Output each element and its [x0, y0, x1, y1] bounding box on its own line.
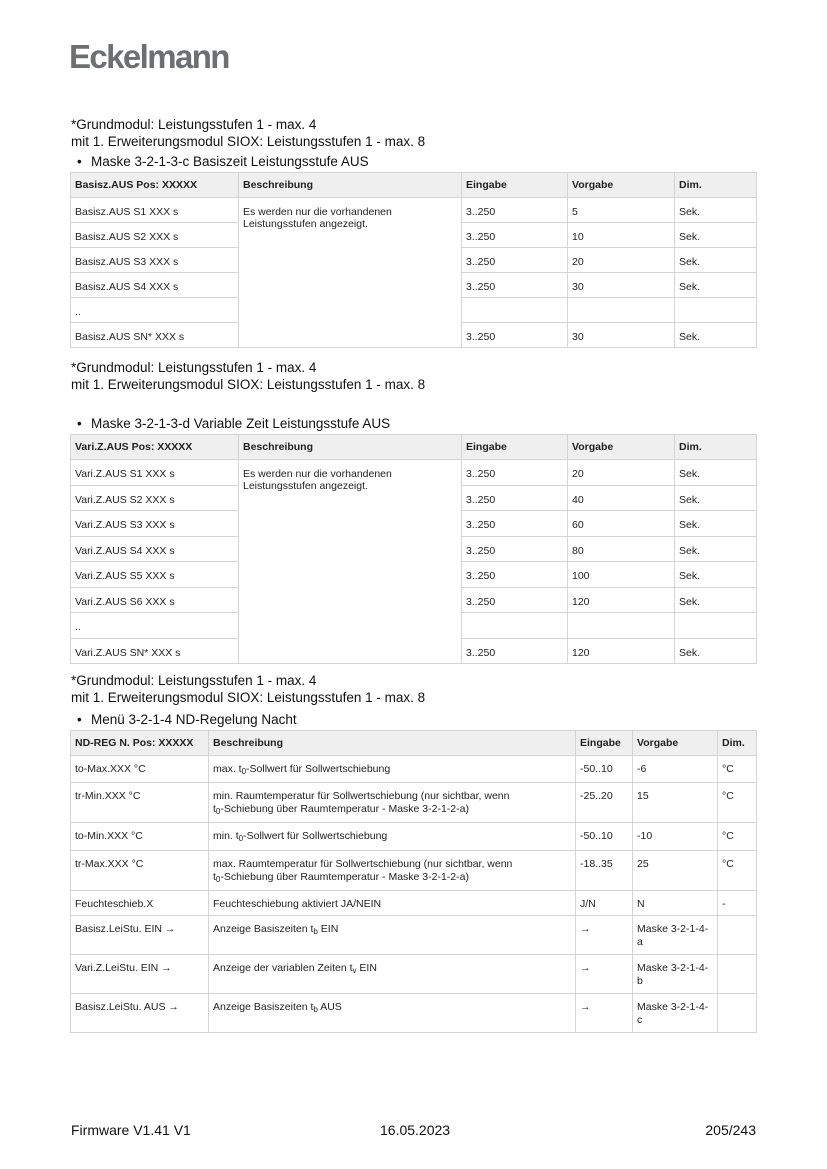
- default-cell: 30: [568, 323, 675, 348]
- header-desc: Beschreibung: [239, 173, 462, 198]
- desc-text-post: -Sollwert für Sollwertschiebung: [243, 830, 388, 842]
- dim-cell: °C: [718, 851, 757, 891]
- input-cell: 3..250: [462, 223, 568, 248]
- table-header-row: [71, 435, 757, 460]
- dim-cell: Sek.: [675, 460, 757, 486]
- note-b-line2: mit 1. Erweiterungsmodul SIOX: Leistungsstufen 1 - max. 8: [71, 377, 426, 392]
- note-a-line1: *Grundmodul: Leistungsstufen 1 - max. 4: [71, 117, 317, 132]
- dim-cell: °C: [718, 823, 757, 851]
- table-header-row: [71, 731, 757, 756]
- desc-line2-post: -Schiebung über Raumtemperatur - Maske 3-2-1-2-a): [220, 871, 469, 883]
- bullet-icon: •: [77, 154, 82, 169]
- header-input: Eingabe: [576, 731, 633, 756]
- desc-subscript: 0: [241, 767, 247, 776]
- table-header-row: [71, 173, 757, 198]
- input-cell: →: [576, 994, 633, 1033]
- desc-subscript: b: [313, 1005, 318, 1014]
- bullet-icon: •: [77, 712, 82, 727]
- input-cell: 3..250: [462, 198, 568, 223]
- dim-cell: Sek.: [675, 536, 757, 562]
- dim-cell: Sek.: [675, 485, 757, 511]
- dim-cell: [718, 916, 757, 955]
- param-cell: Basisz.AUS S4 XXX s: [71, 273, 239, 298]
- dim-cell: Sek.: [675, 511, 757, 537]
- header-param: ND-REG N. Pos: XXXXX: [71, 731, 209, 756]
- dim-cell: [675, 298, 757, 323]
- description-cell: Es werden nur die vorhandenen Leistungsstufen angezeigt.: [239, 198, 462, 348]
- input-cell: [462, 613, 568, 639]
- input-cell: 3..250: [462, 562, 568, 588]
- default-cell: -10: [633, 823, 718, 851]
- dim-cell: °C: [718, 756, 757, 783]
- header-default: Vorgabe: [568, 173, 675, 198]
- input-cell: 3..250: [462, 248, 568, 273]
- default-cell: 20: [568, 248, 675, 273]
- table-row: [71, 994, 757, 1033]
- note-c: [71, 672, 425, 706]
- table-row: [71, 460, 757, 486]
- table-nd-regelung: [70, 730, 757, 1033]
- table-vari-z-aus: [70, 434, 757, 664]
- dim-cell: Sek.: [675, 323, 757, 348]
- desc-text: min. t: [213, 830, 239, 842]
- header-input: Eingabe: [462, 173, 568, 198]
- table-row: [71, 756, 757, 783]
- default-cell: 120: [568, 638, 675, 664]
- dim-cell: -: [718, 891, 757, 916]
- desc-subscript: v: [352, 966, 357, 975]
- param-cell: Vari.Z.AUS S1 XXX s: [71, 460, 239, 486]
- desc-subscript: 0: [238, 834, 244, 843]
- param-cell: Vari.Z.AUS S3 XXX s: [71, 511, 239, 537]
- desc-text: Anzeige Basiszeiten t: [213, 1001, 314, 1013]
- header-desc: Beschreibung: [209, 731, 576, 756]
- dim-cell: Sek.: [675, 248, 757, 273]
- dim-cell: °C: [718, 783, 757, 823]
- header-default: Vorgabe: [633, 731, 718, 756]
- description-cell: [209, 756, 576, 783]
- header-dim: Dim.: [675, 173, 757, 198]
- dim-cell: [675, 613, 757, 639]
- default-cell: 25: [633, 851, 718, 891]
- description-cell: [209, 916, 576, 955]
- bullet-icon: •: [77, 416, 82, 431]
- input-cell: J/N: [576, 891, 633, 916]
- header-desc: Beschreibung: [239, 435, 462, 460]
- note-c-line1: *Grundmodul: Leistungsstufen 1 - max. 4: [71, 673, 317, 688]
- default-cell: [568, 298, 675, 323]
- dim-cell: Sek.: [675, 223, 757, 248]
- param-cell: Basisz.LeiStu. EIN →: [71, 916, 209, 955]
- desc-subscript: 0: [215, 807, 221, 816]
- default-cell: 30: [568, 273, 675, 298]
- desc-line2: [213, 803, 571, 816]
- param-cell: Vari.Z.AUS S5 XXX s: [71, 562, 239, 588]
- description-cell: Feuchteschiebung aktiviert JA/NEIN: [209, 891, 576, 916]
- footer-date: 16.05.2023: [380, 1122, 451, 1138]
- input-cell: -25..20: [576, 783, 633, 823]
- footer-page-number: 205/243: [705, 1122, 756, 1138]
- default-cell: 5: [568, 198, 675, 223]
- input-cell: 3..250: [462, 638, 568, 664]
- param-cell: tr-Min.XXX °C: [71, 783, 209, 823]
- param-cell: Basisz.AUS S3 XXX s: [71, 248, 239, 273]
- param-cell: Feuchteschieb.X: [71, 891, 209, 916]
- param-cell: tr-Max.XXX °C: [71, 851, 209, 891]
- param-cell: Basisz.AUS S1 XXX s: [71, 198, 239, 223]
- default-cell: 60: [568, 511, 675, 537]
- description-cell: [209, 851, 576, 891]
- header-default: Vorgabe: [568, 435, 675, 460]
- default-cell: [568, 613, 675, 639]
- header-input: Eingabe: [462, 435, 568, 460]
- input-cell: 3..250: [462, 273, 568, 298]
- input-cell: [462, 298, 568, 323]
- default-cell: Maske 3-2-1-4-c: [633, 994, 718, 1033]
- param-cell: ..: [71, 613, 239, 639]
- desc-text: Anzeige Basiszeiten t: [213, 923, 314, 935]
- eckelmann-logo: Eckelmann: [69, 38, 229, 75]
- section-nd-heading-text: Menü 3-2-1-4 ND-Regelung Nacht: [91, 712, 297, 727]
- header-param: Vari.Z.AUS Pos: XXXXX: [71, 435, 239, 460]
- input-cell: →: [576, 955, 633, 994]
- param-cell: Vari.Z.AUS SN* XXX s: [71, 638, 239, 664]
- input-cell: 3..250: [462, 511, 568, 537]
- dim-cell: Sek.: [675, 273, 757, 298]
- desc-text: max. Raumtemperatur für Sollwertschiebung (nur sichtbar, wenn: [213, 858, 513, 870]
- default-cell: 20: [568, 460, 675, 486]
- description-cell: [209, 783, 576, 823]
- param-cell: to-Min.XXX °C: [71, 823, 209, 851]
- desc-line2-post: -Schiebung über Raumtemperatur - Maske 3-2-1-2-a): [220, 803, 469, 815]
- header-dim: Dim.: [675, 435, 757, 460]
- param-cell: Vari.Z.AUS S2 XXX s: [71, 485, 239, 511]
- desc-text: Anzeige der variablen Zeiten t: [213, 962, 353, 974]
- table-row: [71, 955, 757, 994]
- param-cell: Basisz.AUS S2 XXX s: [71, 223, 239, 248]
- header-dim: Dim.: [718, 731, 757, 756]
- desc-text-post: EIN: [356, 962, 377, 974]
- desc-subscript: b: [313, 927, 318, 936]
- input-cell: -18..35: [576, 851, 633, 891]
- desc-text: min. Raumtemperatur für Sollwertschiebung (nur sichtbar, wenn: [213, 790, 510, 802]
- param-cell: Vari.Z.AUS S6 XXX s: [71, 587, 239, 613]
- dim-cell: Sek.: [675, 638, 757, 664]
- param-cell: Vari.Z.AUS S4 XXX s: [71, 536, 239, 562]
- note-a: [71, 116, 425, 150]
- description-cell: [209, 955, 576, 994]
- table-row: [71, 891, 757, 916]
- input-cell: -50..10: [576, 756, 633, 783]
- dim-cell: Sek.: [675, 198, 757, 223]
- param-cell: ..: [71, 298, 239, 323]
- section-c-heading: [77, 153, 369, 170]
- table-row: [71, 783, 757, 823]
- note-a-line2: mit 1. Erweiterungsmodul SIOX: Leistungsstufen 1 - max. 8: [71, 134, 426, 149]
- header-param: Basisz.AUS Pos: XXXXX: [71, 173, 239, 198]
- input-cell: 3..250: [462, 323, 568, 348]
- input-cell: 3..250: [462, 587, 568, 613]
- dim-cell: [718, 994, 757, 1033]
- default-cell: 100: [568, 562, 675, 588]
- dim-cell: [718, 955, 757, 994]
- description-cell: [209, 994, 576, 1033]
- table-row: [71, 198, 757, 223]
- section-d-heading: [77, 415, 390, 432]
- desc-text-post: EIN: [317, 923, 339, 935]
- table-row: [71, 851, 757, 891]
- desc-line2: [213, 871, 571, 884]
- desc-text: max. t: [213, 763, 242, 775]
- default-cell: 10: [568, 223, 675, 248]
- input-cell: -50..10: [576, 823, 633, 851]
- input-cell: 3..250: [462, 485, 568, 511]
- input-cell: 3..250: [462, 460, 568, 486]
- description-cell: Es werden nur die vorhandenen Leistungsstufen angezeigt.: [239, 460, 462, 664]
- dim-cell: Sek.: [675, 587, 757, 613]
- desc-line2-pre: t: [213, 871, 216, 883]
- table-row: [71, 916, 757, 955]
- default-cell: Maske 3-2-1-4-a: [633, 916, 718, 955]
- section-nd-heading: [77, 711, 297, 728]
- desc-text-post: -Sollwert für Sollwertschiebung: [246, 763, 391, 775]
- section-c-heading-text: Maske 3-2-1-3-c Basiszeit Leistungsstufe AUS: [91, 154, 369, 169]
- section-d-heading-text: Maske 3-2-1-3-d Variable Zeit Leistungsstufe AUS: [91, 416, 391, 431]
- default-cell: N: [633, 891, 718, 916]
- default-cell: Maske 3-2-1-4-b: [633, 955, 718, 994]
- desc-subscript: 0: [215, 875, 221, 884]
- default-cell: 15: [633, 783, 718, 823]
- footer-firmware: Firmware V1.41 V1: [71, 1122, 191, 1138]
- note-b: [71, 359, 425, 393]
- desc-line2-pre: t: [213, 803, 216, 815]
- param-cell: Basisz.AUS SN* XXX s: [71, 323, 239, 348]
- default-cell: 40: [568, 485, 675, 511]
- desc-text-post: AUS: [317, 1001, 342, 1013]
- table-basisz-aus: [70, 172, 757, 348]
- param-cell: Basisz.LeiStu. AUS →: [71, 994, 209, 1033]
- param-cell: to-Max.XXX °C: [71, 756, 209, 783]
- default-cell: -6: [633, 756, 718, 783]
- input-cell: →: [576, 916, 633, 955]
- note-b-line1: *Grundmodul: Leistungsstufen 1 - max. 4: [71, 360, 317, 375]
- input-cell: 3..250: [462, 536, 568, 562]
- description-cell: [209, 823, 576, 851]
- param-cell: Vari.Z.LeiStu. EIN →: [71, 955, 209, 994]
- table-row: [71, 823, 757, 851]
- dim-cell: Sek.: [675, 562, 757, 588]
- default-cell: 80: [568, 536, 675, 562]
- default-cell: 120: [568, 587, 675, 613]
- note-c-line2: mit 1. Erweiterungsmodul SIOX: Leistungsstufen 1 - max. 8: [71, 690, 426, 705]
